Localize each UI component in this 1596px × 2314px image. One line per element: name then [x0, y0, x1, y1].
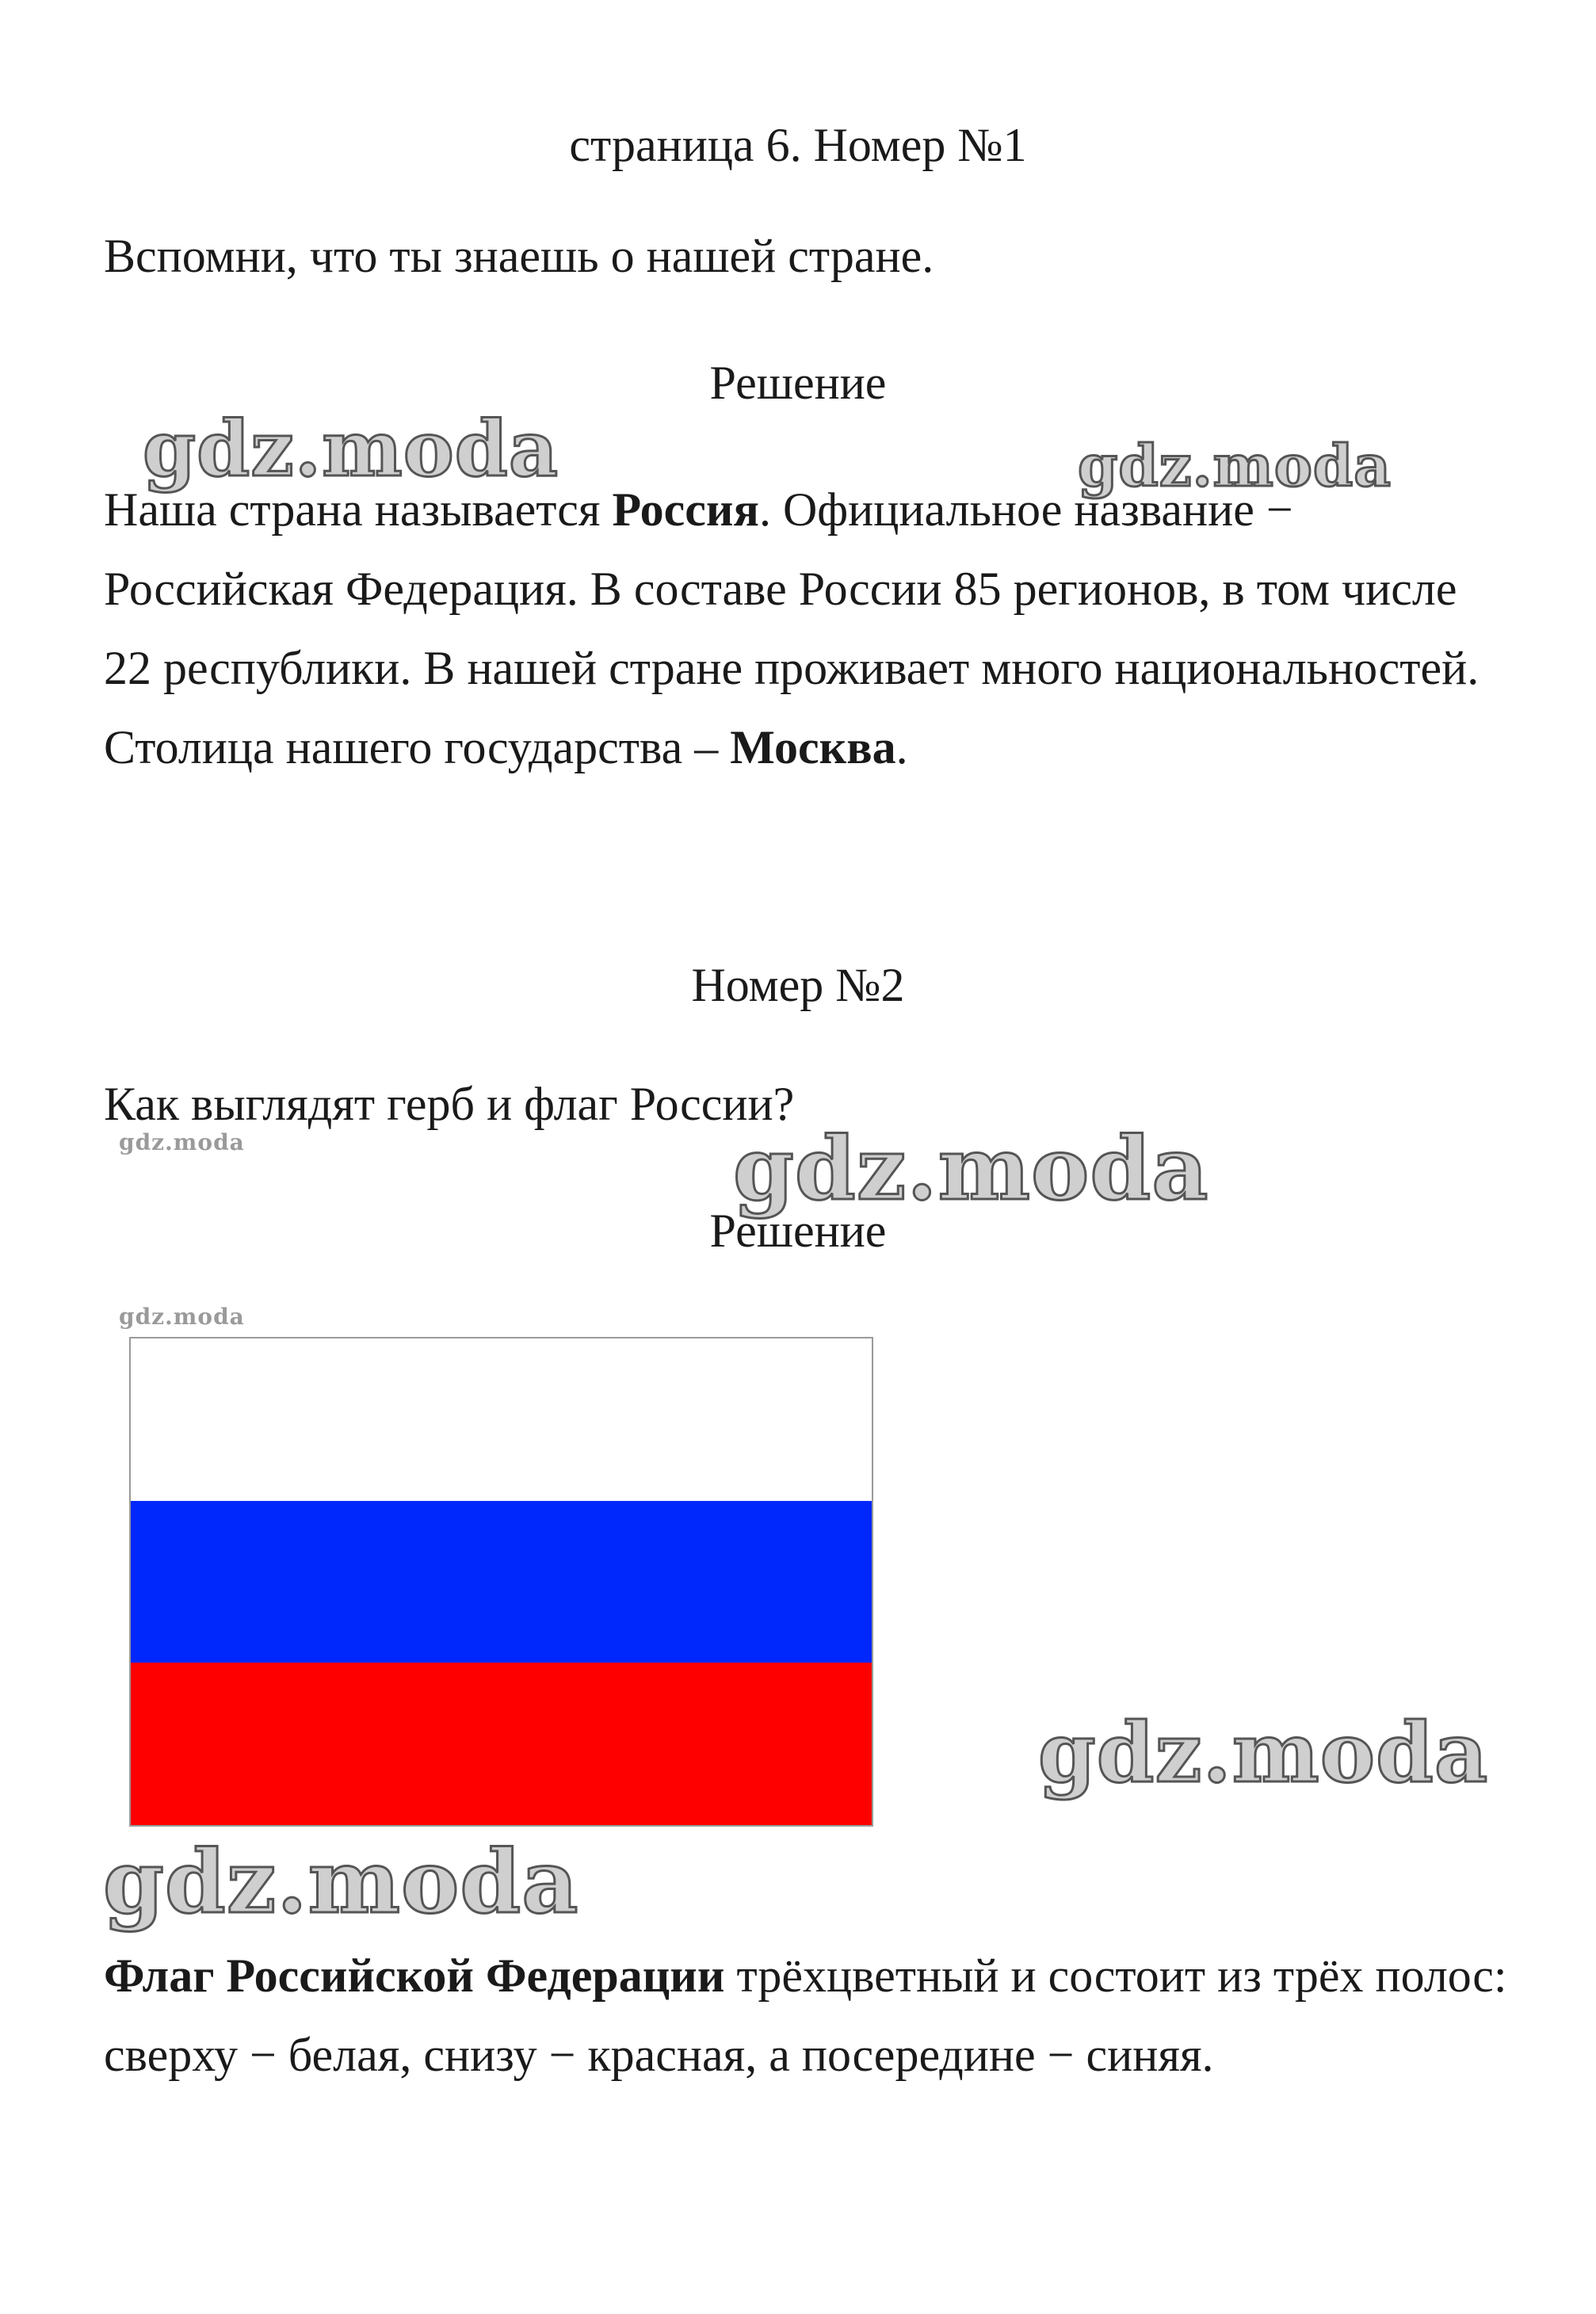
watermark: gdz.moda [119, 1129, 245, 1155]
task1-answer: Наша страна называется Россия. Официальное название − Российская Федерация. В составе России 85 регионов, в том числе 22 республики. В нашей стране проживает много национальностей. Столица нашего государства – Москва. [104, 483, 1480, 773]
flag-stripe-blue [131, 1501, 872, 1663]
watermark: gdz.moda [103, 1831, 579, 1933]
flag-stripe-red [131, 1663, 872, 1825]
flag-title: Флаг Российской Федерации [104, 1949, 725, 2002]
task2-solution-label: Решение [709, 1205, 887, 1257]
watermark: gdz.moda [1038, 1704, 1489, 1801]
capital-name: Москва [730, 721, 896, 773]
watermark: gdz.moda [143, 404, 559, 494]
watermark: gdz.moda [119, 1304, 245, 1330]
task1-question: Вспомни, что ты знаешь о нашей стране. [104, 230, 934, 282]
task1-solution-label: Решение [709, 357, 887, 409]
task2-answer: Флаг Российской Федерации трёхцветный и состоит из трёх полос: сверху − белая, снизу − красная, а посередине − синяя. [104, 1949, 1507, 2081]
country-name: Россия [612, 483, 759, 536]
task2-question: Как выглядят герб и флаг России? [104, 1078, 795, 1130]
task2-heading: Номер №2 [691, 959, 905, 1011]
russian-flag-image [129, 1337, 873, 1827]
task1-heading: страница 6. Номер №1 [569, 119, 1027, 171]
watermark: gdz.moda [733, 1117, 1209, 1220]
flag-stripe-white [131, 1338, 872, 1501]
watermark: gdz.moda [1078, 432, 1392, 499]
